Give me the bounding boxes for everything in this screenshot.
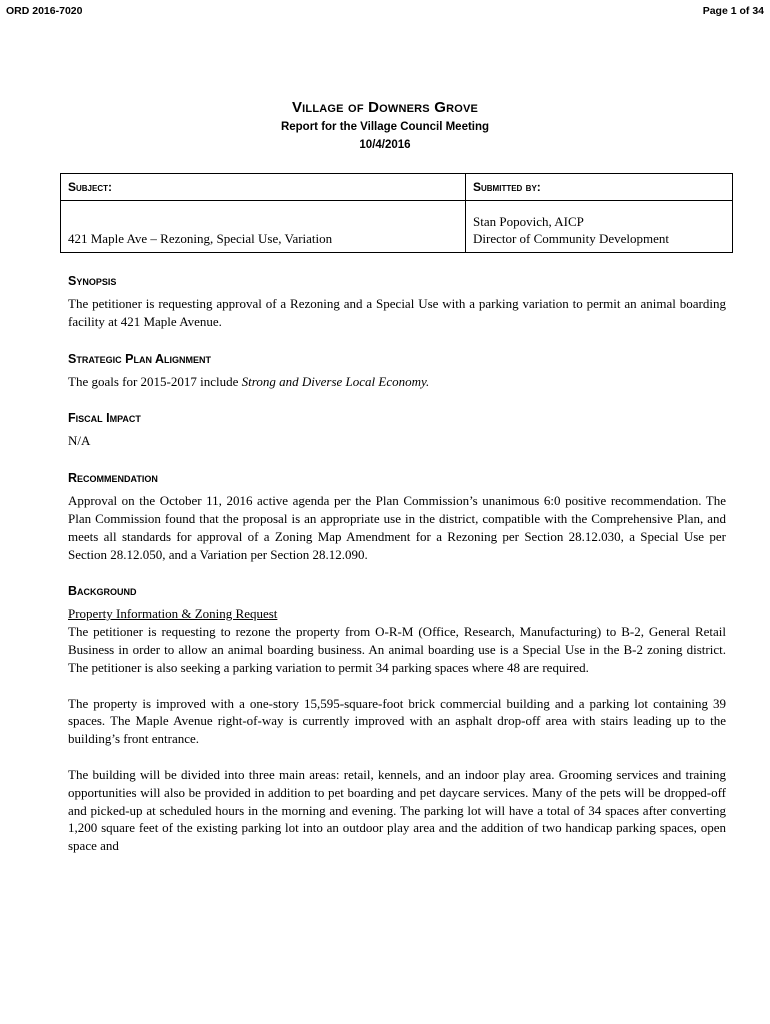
submitted-by-label: Submitted by: [466,174,733,201]
background-paragraph-2: The property is improved with a one-story 15,595-square-foot brick commercial building and a parking lot containing 39 spaces. The Maple Avenue right-of-way is currently improved with an asphalt drop-off area with stairs leading up to the building’s front entrance. [68,695,726,747]
strategic-plan-goal: Strong and Diverse Local Economy. [241,373,430,389]
fiscal-impact-text: N/A [68,433,91,449]
background-heading: Background [68,584,137,599]
subject-table [60,173,733,253]
synopsis-text: The petitioner is requesting approval of a Rezoning and a Special Use with a parking variation to permit an animal boarding facility at 421 Maple Avenue. [68,296,726,329]
subject-value: 421 Maple Ave – Rezoning, Special Use, Variation [61,201,466,253]
subject-table-header-row [61,174,733,201]
background-paragraph-3: The building will be divided into three main areas: retail, kennels, and an indoor play area. Grooming services and training opportunities will also be provided in addition to pet boarding and pet daycare services. Many of the pets will be dropped-off and picked-up at scheduled hours in the morning and evening. The parking lot will have a total of 34 spaces after converting 1,200 square feet of the existing parking lot into an outdoor play area and the addition of two handicap parking spaces, open space and [68,766,726,854]
strategic-plan-heading: Strategic Plan Alignment [68,351,212,366]
submitter-name: Stan Popovich, AICP [473,214,584,229]
synopsis-heading: Synopsis [68,274,117,288]
background-paragraph-1: The petitioner is requesting to rezone the property from O-R-M (Office, Research, Manufacturing) to B-2, General Retail Business in order to allow an animal boarding business. An animal boarding use is a Special Use in the B-2 zoning district. The petitioner is also seeking a parking variation to permit 34 parking spaces where 48 are required. [68,624,726,675]
recommendation-heading: Recommendation [68,471,158,486]
recommendation-text: Approval on the October 11, 2016 active agenda per the Plan Commission’s unanimous 6:0 positive recommendation. The Plan Commission found that the proposal is an appropriate use in the district, compatible with the Comprehensive Plan, and meets all standards for approval of a Zoning Map Amendment for a Rezoning per Section 28.12.030, a Special Use per Section 28.12.050, and a Variation per Section 28.12.090. [68,493,726,562]
subject-label: Subject: [61,174,466,201]
submitter-title: Director of Community Development [473,231,670,246]
report-body [68,272,726,855]
submitter-cell [466,201,733,253]
document-title: Village of Downers Grove [291,99,479,116]
strategic-plan-text [68,373,726,391]
meeting-date: 10/4/2016 [359,139,411,151]
page-number: Page 1 of 34 [702,5,764,17]
document-subtitle: Report for the Village Council Meeting [280,121,490,133]
subject-table-body-row [61,201,733,253]
property-info-subheading: Property Information & Zoning Request [68,606,278,622]
title-block [0,98,770,153]
strategic-plan-text-prefix: The goals for 2015-2017 include [68,373,242,389]
document-id: ORD 2016-7020 [6,5,83,17]
fiscal-impact-heading: Fiscal Impact [68,411,141,426]
